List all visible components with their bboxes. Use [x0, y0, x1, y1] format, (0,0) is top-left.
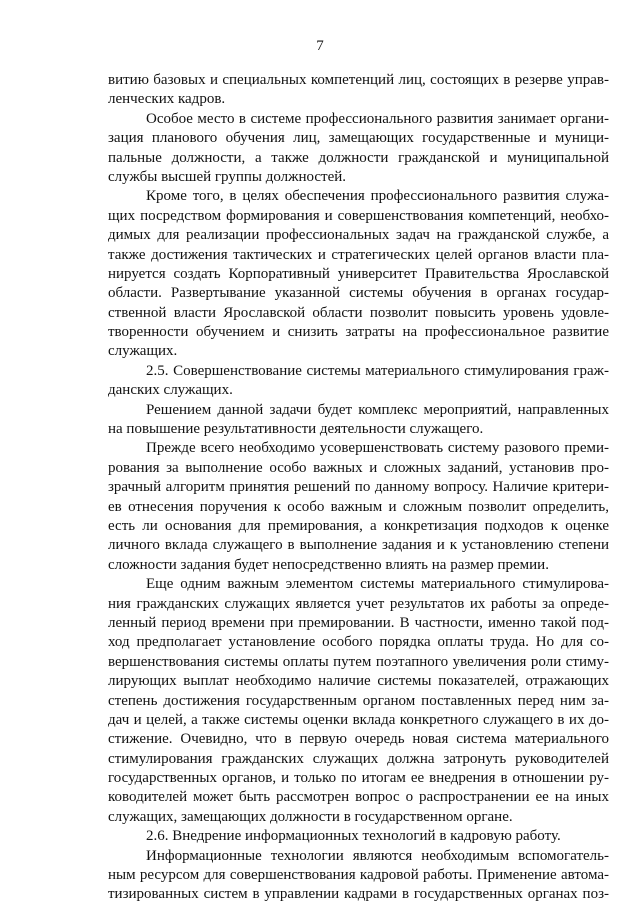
text-line: 2.5. Совершенствование системы материального стимулирования граж- — [146, 362, 609, 379]
text-line: сложности задания будет непосредственно влиять на размер премии. — [108, 556, 549, 573]
page-number: 7 — [316, 38, 324, 54]
text-line: Кроме того, в целях обеспечения профессионального развития служа- — [146, 188, 609, 205]
text-line: личного вклада служащего в выполнение задания и к установлению степени — [108, 537, 609, 554]
text-line: на повышение результативности деятельности служащего. — [108, 421, 484, 438]
text-line: творенности обучением и снизить затраты на профессиональное развитие — [108, 324, 609, 341]
text-line: дач и целей, а также системы оценки вклада конкретного служащего в их до- — [108, 711, 609, 728]
text-line: ев отнесения поручения к особо важным и сложным позволит определить, — [108, 498, 609, 515]
text-line: области. Развертывание указанной системы обучения в органах государ- — [108, 285, 609, 302]
text-line: ленческих кадров. — [108, 91, 226, 108]
text-line: тизированных систем в управлении кадрами в государственных органах поз- — [108, 886, 609, 903]
text-line: степень достижения государственным органом поставленных перед ним за- — [108, 692, 609, 709]
text-line: Информационные технологии являются необходимым вспомогатель- — [146, 847, 609, 864]
text-line: пальные должности, а также должности гражданской и муниципальной — [108, 149, 609, 166]
text-line: ход предполагает установление особого порядка оплаты труда. Но для со- — [108, 634, 609, 651]
text-line: вершенствования системы оплаты путем поэтапного увеличения роли стиму- — [108, 653, 609, 670]
text-line: зация планового обучения лиц, замещающих государственные и муници- — [108, 130, 609, 147]
text-line: витию базовых и специальных компетенций лиц, состоящих в резерве управ- — [108, 72, 609, 88]
text-line: стимулирования гражданских служащих должна затронуть руководителей — [108, 750, 609, 767]
text-line: димых для реализации профессиональных задач на гражданской службе, а — [108, 227, 609, 244]
text-line: есть ли основания для премирования, а конкретизация подходов к оценке — [108, 517, 609, 534]
text-line: нируется создать Корпоративный университет Правительства Ярославской — [108, 265, 609, 282]
text-line: щих посредством формирования и совершенствования компетенций, необхо- — [108, 207, 609, 224]
text-line: служащих, замещающих должности в государственном органе. — [108, 808, 513, 825]
text-line: также достижения тактических и стратегических целей органов власти пла- — [108, 246, 609, 263]
text-line: Еще одним важным элементом системы материального стимулирова- — [146, 576, 609, 593]
text-line: зрачный алгоритм принятия решений по данному вопросу. Наличие критери- — [108, 479, 609, 496]
text-line: ководителей может быть рассмотрен вопрос о распространении ее на иных — [108, 789, 609, 806]
text-line: ния гражданских служащих является учет результатов их работы за опреде- — [108, 595, 609, 612]
text-line: данских служащих. — [108, 382, 233, 399]
text-line: рования за выполнение особо важных и сложных заданий, установив про- — [108, 459, 609, 476]
text-line: ленный период времени при премировании. В частности, именно такой под- — [108, 614, 609, 631]
text-line: лирующих выплат необходимо наличие системы показателей, отражающих — [108, 673, 609, 690]
text-line: Решением данной задачи будет комплекс мероприятий, направленных — [146, 401, 609, 418]
text-line: 2.6. Внедрение информационных технологий в кадровую работу. — [146, 828, 561, 845]
text-line: ным ресурсом для совершенствования кадровой работы. Применение автома- — [108, 867, 609, 884]
text-line: служащих. — [108, 343, 178, 360]
text-line: государственных органов, и только по итогам ее внедрения в отношении ру- — [108, 770, 609, 787]
text-line: ственной власти Ярославской области позволит повысить уровень удовле- — [108, 304, 609, 321]
text-line: Особое место в системе профессионального развития занимает органи- — [146, 110, 609, 127]
text-line: стижение. Очевидно, что в первую очередь новая система материального — [108, 731, 609, 748]
document-body-text — [108, 71, 609, 905]
text-line: Прежде всего необходимо усовершенствовать систему разового преми- — [146, 440, 609, 457]
text-line: службы высшей группы должностей. — [108, 168, 347, 185]
